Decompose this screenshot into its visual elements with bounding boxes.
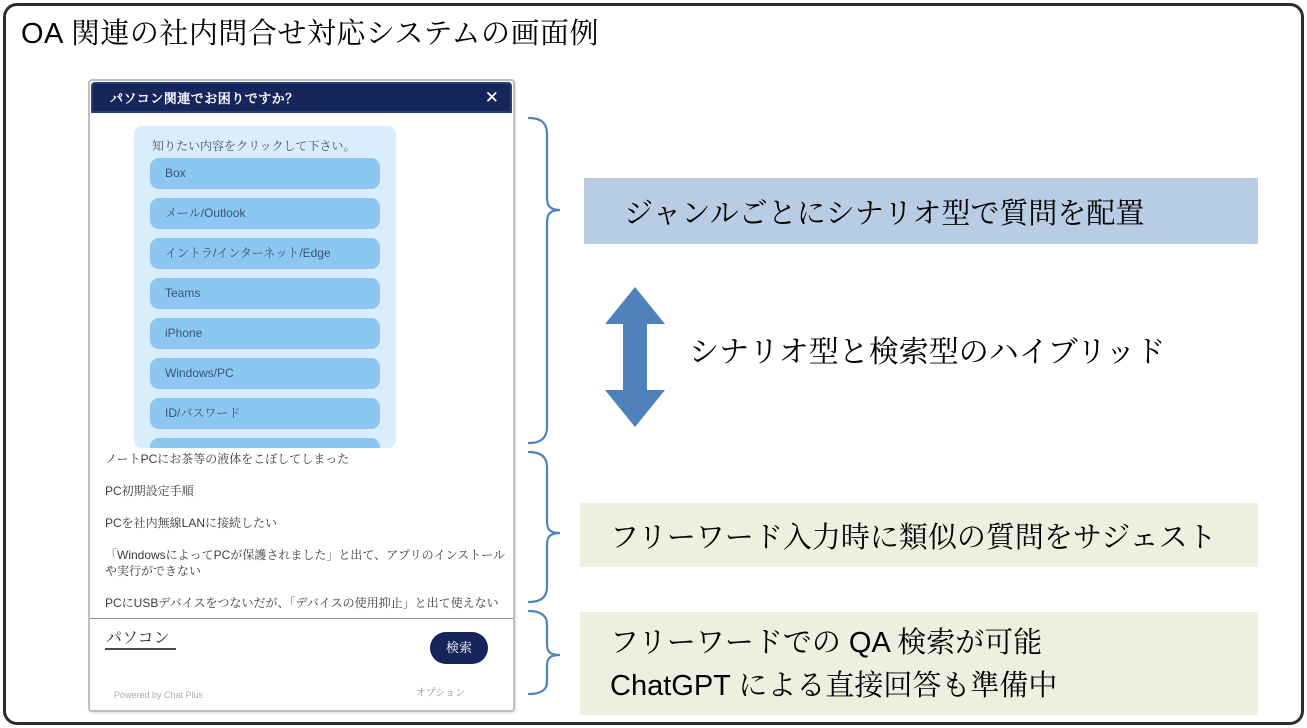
category-button-iphone[interactable]: iPhone (150, 318, 380, 349)
double-arrow-icon (605, 287, 665, 427)
annotation-genre (584, 178, 1258, 244)
search-button[interactable]: 検索 (430, 632, 488, 664)
category-button-id-password[interactable]: ID/パスワード (150, 398, 380, 429)
close-icon[interactable]: ✕ (484, 88, 499, 107)
brace-top-icon (529, 118, 560, 443)
category-button-box[interactable]: Box (150, 158, 380, 189)
annotation-qa (580, 612, 1258, 715)
category-prompt: 知りたい内容をクリックして下さい。 (152, 139, 356, 153)
suggestion-item[interactable]: ノートPCにお茶等の液体をこぼしてしまった (105, 452, 350, 466)
annotation-genre-text: ジャンルごとにシナリオ型で質問を配置 (624, 197, 1145, 230)
powered-by-link[interactable]: Powered by Chat Plus (114, 690, 204, 700)
chat-body (90, 113, 513, 710)
chat-header-title: パソコン関連でお困りですか？ (110, 91, 299, 106)
category-button-windows-pc[interactable]: Windows/PC (150, 358, 380, 389)
brace-bottom-icon (529, 611, 560, 694)
category-button-mail-outlook[interactable]: メール/Outlook (150, 198, 380, 229)
suggestion-item[interactable]: PCを社内無線LANに接続したい (105, 516, 278, 530)
annotation-suggest (580, 503, 1258, 567)
suggestion-list (105, 451, 509, 627)
annotation-qa-line1: フリーワードでの QA 検索が可能 (610, 627, 1043, 659)
chat-window (88, 79, 515, 712)
search-input[interactable] (105, 627, 176, 650)
suggestion-item[interactable]: PCにUSBデバイスをつないだが、「デバイスの使用抑止」と出て使えない (105, 596, 499, 610)
category-button-clipped[interactable] (150, 438, 380, 448)
category-panel (134, 126, 396, 448)
suggestion-item[interactable]: PC初期設定手順 (105, 484, 194, 498)
category-button-intra-internet-edge[interactable]: イントラ/インターネット/Edge (150, 238, 380, 269)
category-button-list (150, 158, 380, 448)
annotation-suggest-text: フリーワード入力時に類似の質問をサジェスト (610, 521, 1217, 554)
chat-header (91, 82, 512, 113)
options-link[interactable]: オプション (415, 688, 465, 699)
category-button-teams[interactable]: Teams (150, 278, 380, 309)
brace-middle-icon (529, 452, 560, 602)
input-divider (90, 618, 513, 619)
annotation-hybrid: シナリオ型と検索型のハイブリッド (689, 336, 1166, 369)
suggestion-item[interactable]: 「WindowsによってPCが保護されました」と出て、アプリのインストールや実行ができない (105, 548, 506, 578)
page-title: OA 関連の社内問合せ対応システムの画面例 (21, 18, 599, 50)
annotation-qa-line2: ChatGPT による直接回答も準備中 (610, 670, 1058, 702)
